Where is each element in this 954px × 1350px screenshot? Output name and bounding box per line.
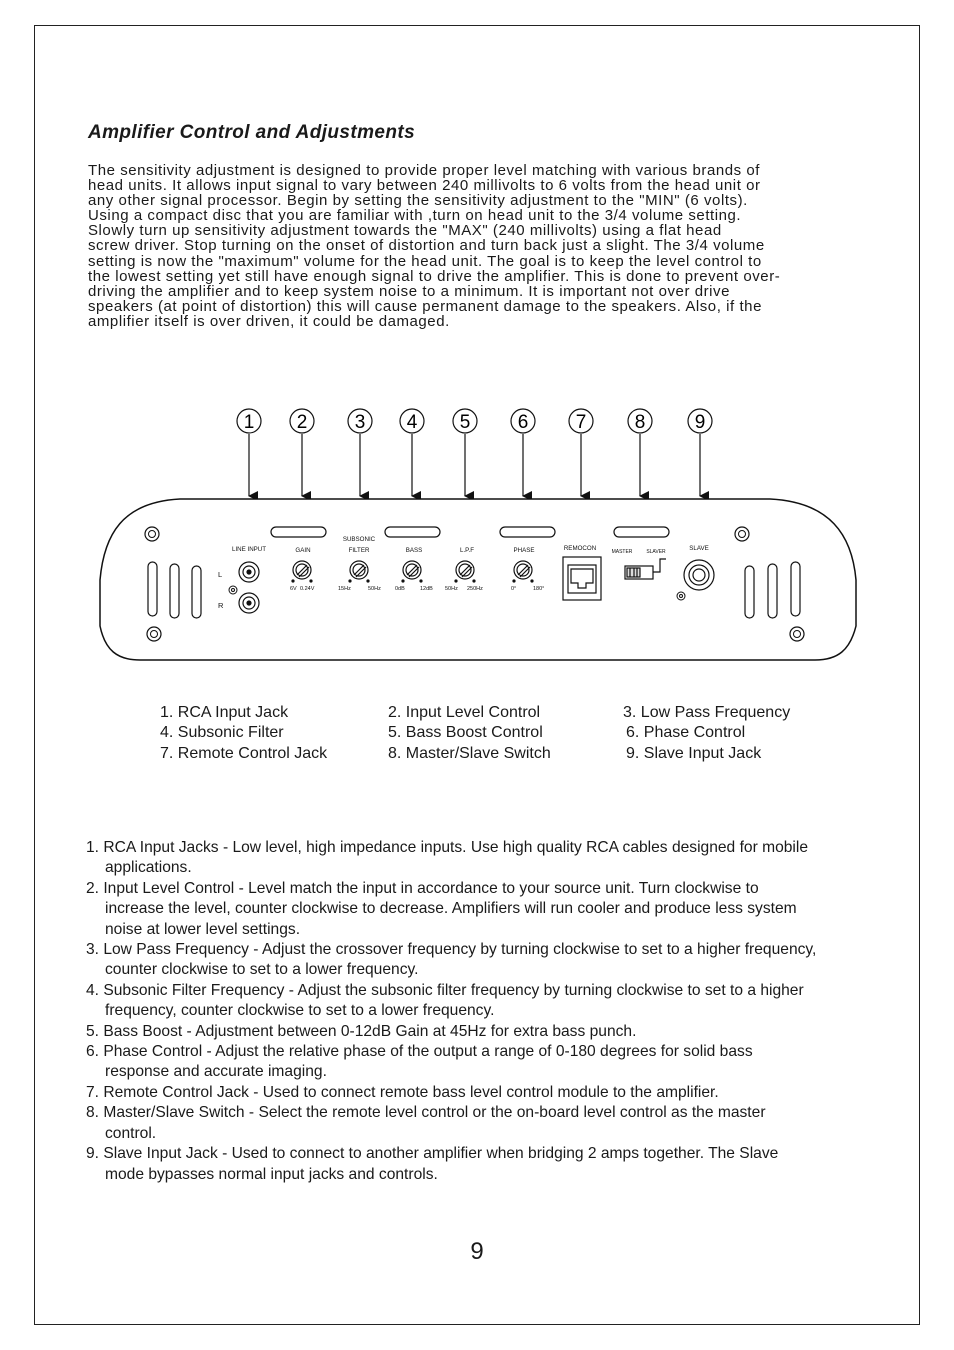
intro-line: setting is now the "maximum" volume for the head unit. The goal is to keep the level control to — [88, 252, 762, 270]
filter-max-label: 50Hz — [368, 586, 381, 592]
legend-item: 3. Low Pass Frequency — [623, 704, 791, 721]
callout-6 — [511, 409, 535, 496]
legend-item: 5. Bass Boost Control — [388, 724, 543, 741]
amplifier-panel-diagram — [0, 400, 954, 670]
line-input-label: LINE INPUT — [232, 546, 267, 553]
control-descriptions-list — [86, 838, 886, 1185]
list-item: 8. Master/Slave Switch - Select the remote level control or the on-board level control as the master control. — [86, 1104, 766, 1142]
list-item: 7. Remote Control Jack - Used to connect remote bass level control module to the amplifier. — [86, 1083, 719, 1101]
callout-5 — [453, 409, 477, 496]
filter-label: FILTER — [348, 547, 370, 554]
legend-item: 7. Remote Control Jack — [160, 745, 328, 762]
callout-4 — [400, 409, 424, 496]
phase-min-label: 0° — [511, 586, 517, 592]
list-item: 1. RCA Input Jacks - Low level, high impedance inputs. Use high quality RCA cables designed for mobile applications. — [86, 839, 809, 877]
intro-line: Using a compact disc that you are familiar with ,turn on head unit to the 3/4 volume setting. — [88, 207, 742, 225]
callout-number: 6 — [517, 412, 529, 433]
intro-paragraph — [88, 163, 878, 329]
callout-9 — [688, 409, 712, 496]
callout-number: 1 — [243, 412, 255, 433]
callout-1 — [237, 409, 261, 496]
slave-label: SLAVE — [689, 545, 709, 552]
phase-label: PHASE — [513, 547, 535, 554]
callout-7 — [569, 409, 593, 496]
phase-max-label: 180° — [533, 586, 545, 592]
slaver-label: SLAVER — [646, 549, 666, 555]
legend-item: 1. RCA Input Jack — [160, 704, 289, 721]
page-number: 9 — [470, 1238, 484, 1265]
list-item: 9. Slave Input Jack - Used to connect to another amplifier when bridging 2 amps together. The Slave mode bypasses normal input jacks and controls. — [86, 1145, 779, 1183]
intro-line: screw driver. Stop turning on the onset of distortion and turn back just a slight. The 3/4 volume — [88, 237, 765, 255]
list-item: 2. Input Level Control - Level match the input in accordance to your source unit. Turn clockwise to increase the level, counter clockwise to decrease. Amplifiers will run cooler and produce less system noise at lower level settings. — [86, 879, 797, 938]
left-channel-label: L — [218, 570, 223, 579]
callout-number: 4 — [406, 412, 418, 433]
legend-item: 6. Phase Control — [626, 724, 746, 741]
callout-2 — [290, 409, 314, 496]
callout-8 — [628, 409, 652, 496]
filter-min-label: 15Hz — [338, 586, 351, 592]
gain-max-label: 0.24V — [300, 586, 315, 592]
intro-line: The sensitivity adjustment is designed to provide proper level matching with various brands of — [88, 162, 761, 179]
lpf-min-label: 50Hz — [445, 586, 458, 592]
callout-number: 5 — [459, 412, 471, 433]
intro-line: the lowest setting yet still have enough signal to drive the amplifier. This is done to prevent over- — [88, 267, 781, 285]
list-item: 5. Bass Boost - Adjustment between 0-12dB Gain at 45Hz for extra bass punch. — [86, 1022, 637, 1040]
gain-label: GAIN — [295, 547, 311, 554]
intro-line: speakers (at point of distortion) this will cause permanent damage to the speakers. Also, if the — [88, 297, 762, 315]
legend-item: 2. Input Level Control — [388, 704, 541, 721]
right-channel-label: R — [218, 601, 224, 610]
gain-min-label: 6V — [290, 586, 297, 592]
callout-number: 3 — [354, 412, 366, 433]
legend-item: 4. Subsonic Filter — [160, 724, 284, 741]
intro-line: Slowly turn up sensitivity adjustment towards the "MAX" (240 millivolts) using a flat head — [88, 222, 722, 240]
callout-number: 2 — [296, 412, 308, 433]
bass-max-label: 12dB — [420, 586, 433, 592]
intro-line: any other signal processor. Begin by setting the sensitivity adjustment to the "MIN" (6 volts). — [88, 192, 748, 210]
lpf-label: L.P.F — [460, 547, 474, 554]
master-label: MASTER — [611, 549, 633, 555]
callout-number: 8 — [634, 412, 646, 433]
list-item: 6. Phase Control - Adjust the relative phase of the output a range of 0-180 degrees for solid bass response and accurate imaging. — [86, 1043, 753, 1081]
callout-3 — [348, 409, 372, 496]
subsonic-label: SUBSONIC — [342, 536, 376, 543]
legend-item: 9. Slave Input Jack — [626, 745, 762, 762]
bass-label: BASS — [405, 547, 423, 554]
intro-line: driving the amplifier and to keep system noise to a minimum. It is important not over drive — [88, 282, 730, 300]
list-item: 4. Subsonic Filter Frequency - Adjust the subsonic filter frequency by turning clockwise to set to a higher frequency, counter clockwise to set to a lower frequency. — [86, 981, 804, 1020]
legend-item: 8. Master/Slave Switch — [388, 745, 551, 762]
list-item: 3. Low Pass Frequency - Adjust the crossover frequency by turning clockwise to set to a higher frequency, counter clockwise to set to a lower frequency. — [86, 941, 817, 979]
remocon-label: REMOCON — [563, 545, 597, 552]
amplifier-body-outline — [100, 499, 856, 660]
bass-min-label: 0dB — [395, 586, 405, 592]
callout-number: 9 — [694, 412, 706, 433]
page-title: Amplifier Control and Adjustments — [88, 122, 416, 143]
intro-line: head units. It allows input signal to vary between 240 millivolts to 6 volts from the head unit or — [88, 177, 761, 195]
callout-number: 7 — [575, 412, 587, 433]
intro-line: amplifier itself is over driven, it could be damaged. — [88, 312, 450, 330]
lpf-max-label: 250Hz — [467, 586, 483, 592]
